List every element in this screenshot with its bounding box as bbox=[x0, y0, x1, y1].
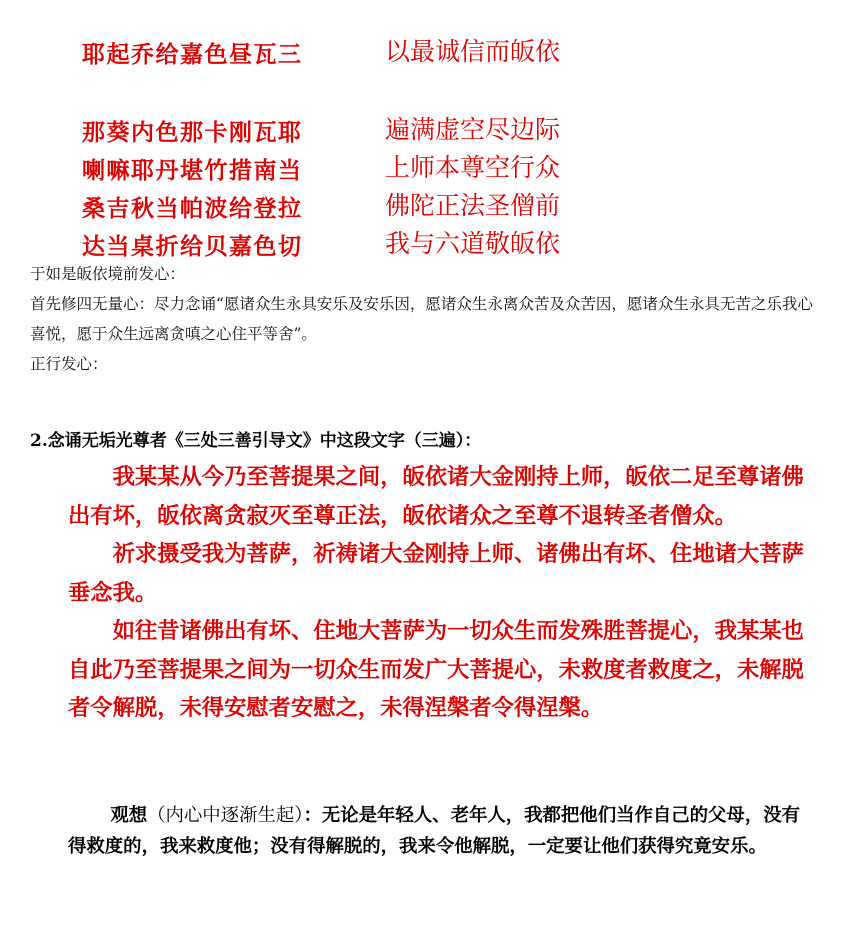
verse-transliteration: 喇嘛耶丹堪竹措南当 bbox=[82, 157, 303, 184]
verse-transliteration: 那葵内色那卡刚瓦耶 bbox=[82, 119, 303, 146]
instruction-notes bbox=[30, 259, 820, 379]
step-heading: 2.念诵无垢光尊者《三处三善引导文》中这段文字（三遍）： bbox=[30, 431, 482, 451]
recitation-paragraph: 祈求摄受我为菩萨，祈祷诸大金刚持上师、诸佛出有坏、住地诸大菩萨垂念我。 bbox=[68, 541, 804, 606]
verse-meaning: 我与六道敬皈依 bbox=[385, 229, 561, 258]
note-line: 正行发心： bbox=[30, 355, 108, 373]
verse-transliteration: 桑吉秋当帕波给登拉 bbox=[82, 195, 303, 222]
verse-transliteration: 耶起乔给嘉色昼瓦三 bbox=[82, 41, 303, 68]
recitation-paragraph: 我某某从今乃至菩提果之间，皈依诸大金刚持上师，皈依二足至尊诸佛出有坏，皈依离贪寂灭至尊正法，皈依诸众之至尊不退转圣者僧众。 bbox=[68, 464, 804, 529]
verse-row-1 bbox=[0, 32, 850, 72]
verse-meaning: 遍满虚空尽边际 bbox=[385, 115, 561, 144]
verse-meaning: 以最诚信而皈依 bbox=[385, 37, 561, 66]
verse-row-5 bbox=[0, 224, 850, 264]
verse-row-2 bbox=[0, 110, 850, 150]
note-line: 于如是皈依境前发心： bbox=[30, 265, 186, 283]
verse-row-4 bbox=[0, 186, 850, 226]
contemplation-label: 观想 bbox=[110, 805, 148, 826]
contemplation-text: ：无论是年轻人、老年人，我都把他们当作自己的父母，没有得救度的，我来救度他；没有得解脱的，我来令他解脱，一定要让他们获得究竟安乐。 bbox=[68, 805, 800, 857]
verse-meaning: 上师本尊空行众 bbox=[385, 153, 561, 182]
recitation-paragraph: 如往昔诸佛出有坏、住地大菩萨为一切众生而发殊胜菩提心，我某某也自此乃至菩提果之间为一切众生而发广大菩提心，未救度者救度之，未解脱者令解脱，未得安慰者安慰之，未得涅槃者令得涅槃。 bbox=[68, 618, 804, 721]
recitation-text bbox=[68, 458, 813, 728]
verse-row-3 bbox=[0, 148, 850, 188]
contemplation-paragraph bbox=[68, 800, 813, 862]
note-line: 首先修四无量心：尽力念诵“愿诸众生永具安乐及安乐因，愿诸众生永离众苦及众苦因，愿诸众生永具无苦之乐我心喜悦，愿于众生远离贪嗔之心住平等舍”。 bbox=[30, 295, 813, 343]
verse-meaning: 佛陀正法圣僧前 bbox=[385, 191, 561, 220]
verse-transliteration: 达当桌折给贝嘉色切 bbox=[82, 233, 303, 260]
contemplation-parenthetical: （内心中逐渐生起） bbox=[147, 805, 304, 826]
